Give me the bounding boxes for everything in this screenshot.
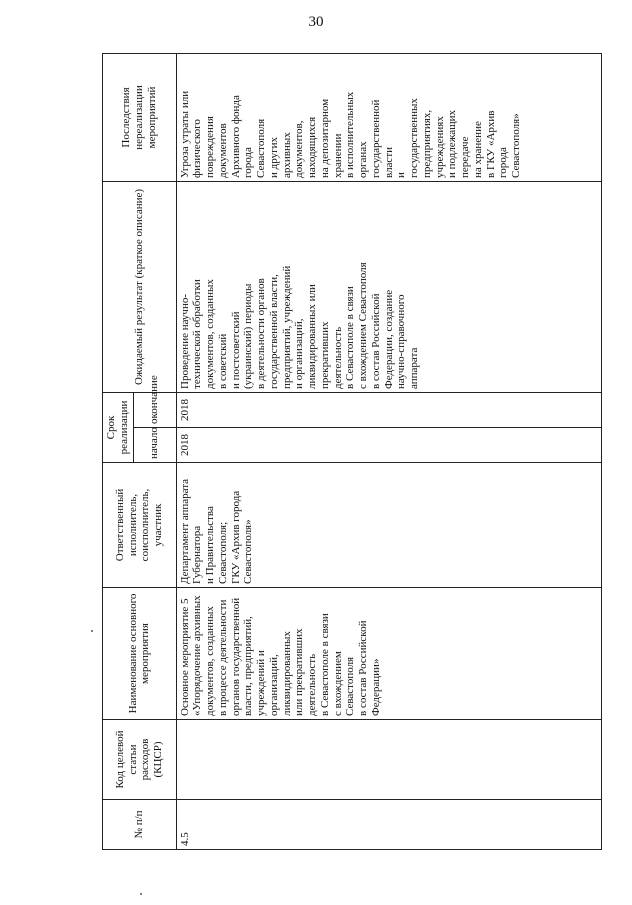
cell-start: 2018: [176, 428, 602, 463]
rotated-table-wrapper: [102, 54, 602, 850]
table-header: [103, 53, 177, 849]
header-term: Срок реализации: [103, 392, 134, 462]
cell-num: 4.5: [176, 800, 602, 850]
header-consequences: Последствия нереализации мероприятий: [103, 53, 177, 181]
header-responsible: Ответственный исполнитель, соисполнитель, участник: [103, 463, 177, 588]
header-name: Наименование основного мероприятия: [103, 588, 177, 720]
activities-table: [102, 53, 602, 850]
header-num: № п/п: [103, 800, 177, 850]
header-result: Ожидаемый результат (краткое описание): [103, 181, 177, 392]
cell-consequences: Угроза утраты или физического повреждения документов Архивного фонда города Севастополя и других архивных документов, находящихся на депозитарном хранении в исполнительных органах государственной власти и государственных предприятиях, учреждениях и подлежащих передаче на хранение в ГКУ «Архив города Севастополя»: [176, 53, 602, 181]
cell-name: Основное мероприятие 5 «Упорядочение архивных документов, созданных в процессе деятельности органов государственной власти, предприятий, учреждений и организаций, ликвидированных или прекративших деятельность в Севастополе в связи с вхождением Севастополя в состав Российской Федерации»: [176, 588, 602, 720]
header-start: начало: [133, 428, 176, 463]
scan-speck: [140, 893, 142, 895]
header-end: окончание: [133, 392, 176, 427]
scan-speck: [91, 630, 93, 632]
cell-kod: [176, 720, 602, 800]
cell-result: Проведение научно- технической обработки документов, созданных в советский и постсоветский (украинский) периоды в деятельности органов государственной власти, предприятий, учреждений и организаций, ликвидированных или прекративших деятельность в Севастополе в связи с вхождением Севастополя в состав Российской Федерации, создание научно-справочного аппарата: [176, 181, 602, 392]
cell-end: 2018: [176, 392, 602, 427]
header-kod: Код целевой статьи расходов (КЦСР): [103, 720, 177, 800]
page-number: 30: [308, 14, 324, 30]
header-row: [103, 53, 134, 849]
table-row: [176, 53, 602, 849]
cell-responsible: Департамент аппарата Губернатора и Правительства Севастополя; ГКУ «Архив города Севастополя»: [176, 463, 602, 588]
